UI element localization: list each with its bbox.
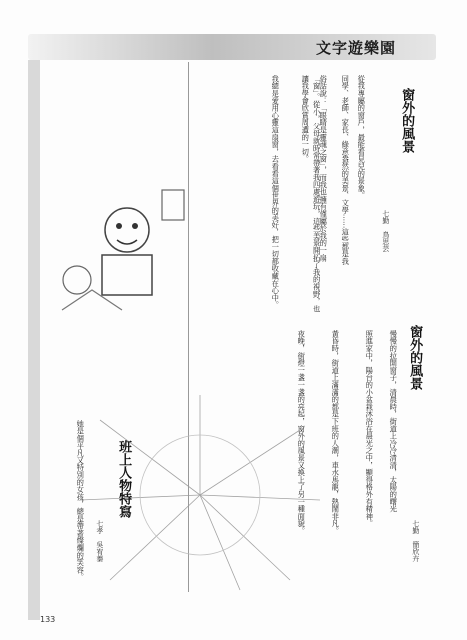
section-banner: [28, 34, 436, 60]
cartoon-illustration: [52, 170, 202, 320]
article-1-paragraph: 同學、老師、家長、綠意盎然的美景、文學……這些都是我: [341, 75, 351, 265]
article-2-paragraph: 照進家中，陽台的小盆栽沐浴在晨光之中，顯得格外有精神。: [365, 330, 375, 528]
article-2-paragraph: 夜晚，街燈一盞一盞的亮起，窗外的風景又換上了另一種面貌。: [297, 330, 307, 535]
article-3-title: 班上人物特寫: [116, 440, 132, 518]
dandelion-illustration: [70, 390, 330, 600]
left-margin-bar: [28, 60, 40, 620]
article-1-paragraph: 從我專屬的窗戶，最能看見兒的景象。: [357, 75, 367, 200]
article-1-author: 七勤 鳥思芸: [381, 210, 390, 252]
article-2-title: 窗外的風景: [407, 325, 423, 390]
article-3-author: 七孝 吳宥蓁: [95, 520, 104, 562]
page-number: 133: [40, 615, 56, 624]
article-1-title: 窗外的風景: [399, 88, 415, 153]
article-3-paragraph: 她是個平凡又特別的女孩，總是帶著燦爛的笑容。: [76, 420, 86, 581]
article-1-paragraph: 我總是愛用心靈這扇窗，去看看這個世界的美好，把一切都收藏在心中。: [271, 75, 281, 309]
article-2-author: 七勤 簡欣卉: [411, 520, 420, 562]
article-2-paragraph: 慢慢的拉開窗子，清晨時，街道上冷冷清清，太陽的曙光: [389, 330, 399, 513]
section-title: 文字遊樂園: [315, 39, 396, 57]
article-1-paragraph: 俗話說：「眼睛是靈魂之窗」，而我也擁有僅屬於我的一扇: [319, 75, 329, 262]
article-1-paragraph: 「窗」。從小，父母就時常帶著我四處遊玩，這些美景開拓了我的視野，也讓我學會欣賞周遭的一切。: [301, 75, 322, 313]
article-2-paragraph: 黃昏時，街道上滿滿的都是下班的人潮，車水馬龍，熱鬧非凡。: [331, 330, 341, 535]
